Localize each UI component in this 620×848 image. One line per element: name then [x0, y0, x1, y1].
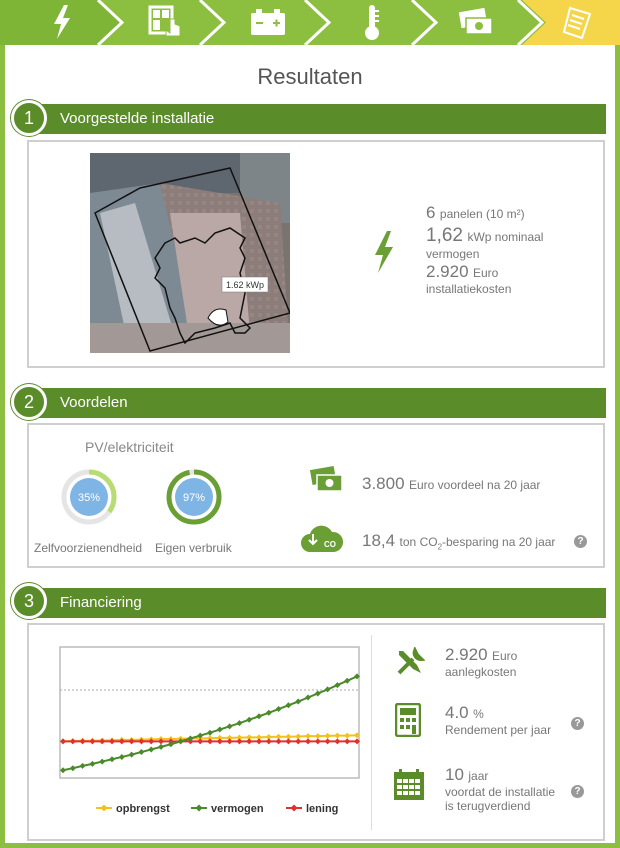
- money-icon[interactable]: [458, 8, 494, 36]
- self-consumption-percent: 97%: [182, 492, 206, 504]
- payback-help-icon[interactable]: ?: [571, 785, 584, 798]
- self-consumption-label: Eigen verbruik: [155, 541, 232, 555]
- build-cost: [445, 645, 517, 679]
- yield-unit: %: [473, 707, 484, 721]
- co2-label-pre: ton CO: [399, 535, 438, 549]
- benefits-panel: [27, 423, 605, 568]
- svg-text:CO: CO: [324, 540, 336, 549]
- benefit-label: Euro voordeel na 20 jaar: [409, 478, 541, 492]
- wizard-step-bar: [0, 0, 620, 45]
- roof-satellite-map[interactable]: [90, 153, 290, 353]
- legend-label-vermogen: vermogen: [211, 803, 264, 815]
- roof-select-icon[interactable]: [148, 5, 184, 39]
- financing-chart: [41, 631, 371, 831]
- self-sufficiency-donut: [60, 468, 118, 526]
- legend-item-vermogen[interactable]: [191, 803, 264, 815]
- chart-plot-area: [60, 647, 359, 778]
- legend-item-lening[interactable]: [286, 803, 338, 815]
- section-heading-financing: Financiering: [26, 588, 606, 618]
- power-label-2: vermogen: [426, 247, 480, 261]
- co2-savings: [362, 531, 555, 551]
- installation-panel: [27, 140, 605, 368]
- payback-unit: jaar: [468, 769, 489, 783]
- section-number-3: 3: [11, 583, 47, 619]
- battery-icon[interactable]: [251, 9, 285, 35]
- co2-subscript: 2: [437, 542, 443, 552]
- cost-value: 2.920: [426, 262, 469, 281]
- self-sufficiency-percent: 35%: [77, 492, 101, 504]
- power-label-1: kWp nominaal: [467, 230, 544, 244]
- section-heading-benefits: Voordelen: [26, 388, 606, 418]
- page-title: Resultaten: [257, 64, 363, 89]
- money-icon: [310, 465, 344, 493]
- section-heading-installation: Voorgestelde installatie: [26, 104, 606, 134]
- cost-label-2: installatiekosten: [426, 282, 512, 296]
- panels-label: panelen (10 m²): [439, 207, 525, 221]
- installation-stats: [426, 203, 543, 296]
- calculator-icon: [395, 703, 421, 737]
- benefit-value: 3.800: [362, 474, 405, 493]
- power-value: 1,62: [426, 225, 463, 246]
- panels-count: 6: [426, 203, 436, 222]
- yield-label: Rendement per jaar: [445, 723, 552, 737]
- payback-value: 10: [445, 765, 464, 784]
- pv-title: PV/elektriciteit: [85, 439, 174, 455]
- divider: [371, 635, 372, 830]
- legend-label-opbrengst: opbrengst: [116, 803, 170, 815]
- build-cost-label-2: aanlegkosten: [445, 665, 517, 679]
- section-number-2: 2: [11, 384, 47, 420]
- map-power-label: 1.62 kWp: [225, 280, 265, 290]
- cost-label-1: Euro: [473, 266, 499, 280]
- financial-benefit: [362, 474, 540, 494]
- payback-label-2: is terugverdiend: [445, 799, 531, 813]
- build-cost-value: 2.920: [445, 645, 488, 664]
- results-document-icon[interactable]: [562, 6, 592, 40]
- lightning-icon[interactable]: [52, 5, 72, 39]
- legend-label-lening: lening: [306, 803, 339, 815]
- yield: [445, 703, 551, 737]
- self-consumption-donut: [165, 468, 223, 526]
- payback-label-1: voordat de installatie: [445, 785, 556, 799]
- yield-value: 4.0: [445, 703, 469, 722]
- self-sufficiency-label: Zelfvoorzienendheid: [34, 541, 143, 555]
- payback: [445, 765, 555, 813]
- thermometer-icon[interactable]: [363, 5, 381, 41]
- co2-value: 18,4: [362, 531, 396, 550]
- co2-label-post: -besparing na 20 jaar: [442, 535, 556, 549]
- legend-item-opbrengst[interactable]: [96, 803, 170, 815]
- lightning-icon: [373, 231, 395, 273]
- section-number-1: 1: [11, 100, 47, 136]
- yield-help-icon[interactable]: ?: [571, 717, 584, 730]
- calendar-icon: [393, 769, 425, 801]
- financing-panel: [27, 623, 605, 841]
- build-cost-label-1: Euro: [492, 649, 518, 663]
- co2-help-icon[interactable]: ?: [574, 535, 587, 548]
- tools-icon: [395, 647, 425, 677]
- co2-cloud-icon: [300, 524, 344, 554]
